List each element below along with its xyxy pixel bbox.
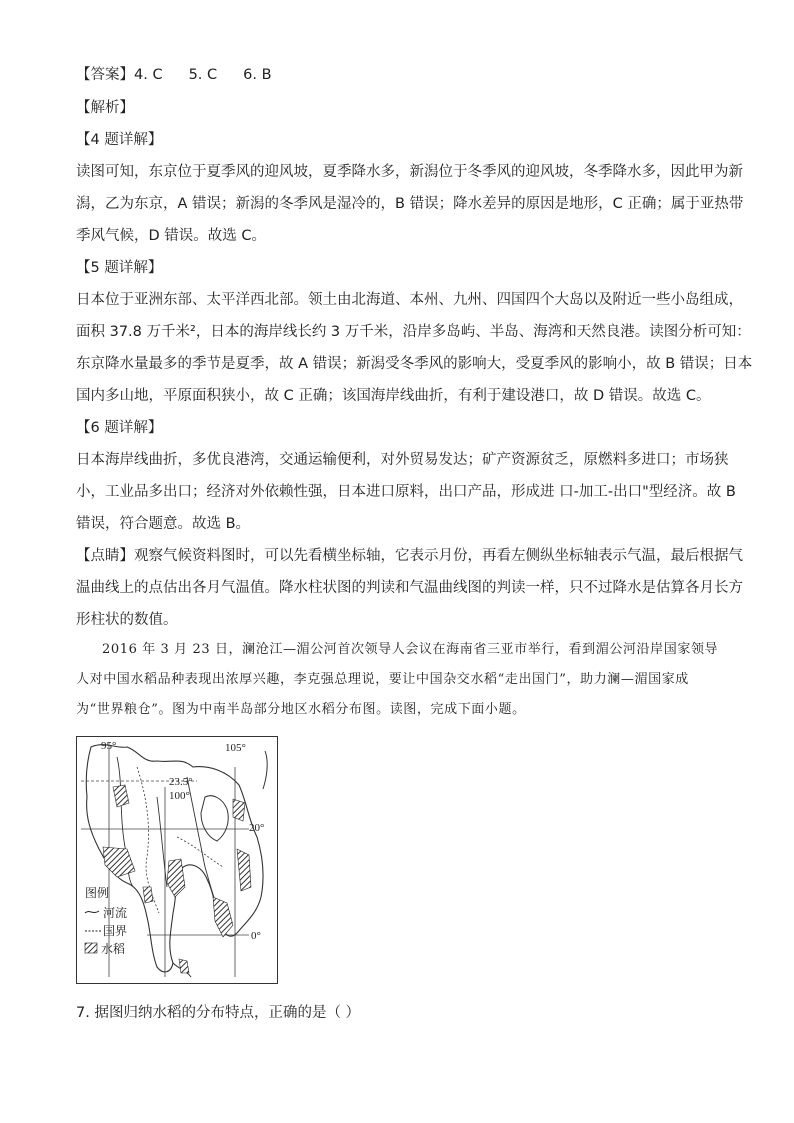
rice-region: [237, 849, 251, 891]
answer-item: 5. C: [188, 67, 218, 83]
map-legend: [85, 885, 127, 956]
rice-region: [113, 785, 129, 807]
lat235-label: 23.5°: [169, 776, 193, 788]
analysis-label: 【解析】: [76, 100, 134, 116]
q4-text-line: 潟，乙为东京，A 错误；新潟的冬季风是湿冷的，B 错误；降水差异的原因是地形，C 正确；属于亚热带: [76, 196, 744, 212]
tip-text-line: 温曲线上的点估出各月气温值。降水柱状图的判读和气温曲线图的判读一样，只不过降水是估算各月长方: [76, 580, 743, 596]
map-figure: [77, 737, 277, 983]
rice-region: [167, 859, 185, 897]
river-symbol-icon: [85, 911, 99, 913]
lon100-label: 100°: [169, 790, 190, 802]
answer-line: [76, 65, 298, 85]
q6-text-line: 小，工业品多出口；经济对外依赖性强，日本进口原料，出口产品，形成进 口-加工-出口"型经济。故 B: [76, 484, 736, 500]
question-7: 7. 据图归纳水稻的分布特点，正确的是（ ）: [76, 1005, 361, 1021]
rice-region: [213, 897, 233, 937]
q4-heading: 【4 题详解】: [76, 132, 163, 148]
coast-fragment: [263, 751, 267, 789]
rice-region: [179, 959, 189, 973]
q6-text-line: 日本海岸线曲折，多优良港湾，交通运输便利，对外贸易发达；矿产资源贫乏，原燃料多进口；市场狭: [76, 452, 729, 468]
rice-region: [103, 847, 135, 877]
rice-region: [143, 887, 153, 903]
passage-text-line: 为“世界粮仓”。图为中南半岛部分地区水稻分布图。读图，完成下面小题。: [76, 702, 526, 717]
lon95-label: 95°: [101, 740, 117, 752]
rice-distribution-map: [76, 736, 278, 984]
rice-symbol-icon: [85, 943, 97, 953]
q5-text-line: 日本位于亚洲东部、太平洋西北部。领土由北海道、本州、九州、四国四个大岛以及附近一些小岛组成，: [76, 292, 743, 308]
q4-text-line: 季风气候，D 错误。故选 C。: [76, 228, 267, 244]
q5-text-line: 面积 37.8 万千米²，日本的海岸线长约 3 万千米，沿岸多岛屿、半岛、海湾和天然良港。读图分析可知：: [76, 324, 751, 340]
q6-heading: 【6 题详解】: [76, 420, 163, 436]
q5-text-line: 东京降水量最多的季节是夏季，故 A 错误；新潟受冬季风的影响大，受夏季风的影响小，故 B 错误；日本: [76, 356, 753, 372]
interior-outline: [201, 796, 228, 841]
passage-text-line: 2016 年 3 月 23 日，澜沧江—湄公河首次领导人会议在海南省三亚市举行，看到湄公河沿岸国家领导: [102, 642, 719, 657]
river-line: [157, 797, 167, 887]
q6-text-line: 错误，符合题意。故选 B。: [76, 516, 251, 532]
answer-item: 6. B: [243, 67, 272, 83]
lon105-label: 105°: [225, 742, 246, 754]
q5-text-line: 国内多山地，平原面积狭小，故 C 正确；该国海岸线曲折，有利于建设港口，故 D 错误。故选 C。: [76, 388, 711, 404]
lat20-label: 20°: [249, 822, 265, 834]
tip-text-line: 【点睛】观察气候资料图时，可以先看横坐标轴，它表示月份，再看左侧纵坐标轴表示气温，最后根据气: [76, 548, 743, 564]
answer-item: 4. C: [134, 67, 163, 83]
passage-text-line: 人对中国水稻品种表现出浓厚兴趣，李克强总理说，要让中国杂交水稻“走出国门”，助力澜—湄国家成: [76, 672, 689, 687]
legend-border: 国界: [103, 924, 128, 938]
lat0-label: 0°: [251, 930, 261, 942]
legend-rice: 水稻: [101, 942, 126, 956]
legend-river: 河流: [103, 906, 128, 920]
q5-heading: 【5 题详解】: [76, 260, 163, 276]
q4-text-line: 读图可知，东京位于夏季风的迎风坡，夏季降水多，新潟位于冬季风的迎风坡，冬季降水多，因此甲为新: [76, 164, 743, 180]
rice-region: [233, 799, 245, 821]
tip-text-line: 形柱状的数值。: [76, 612, 178, 628]
legend-title: 图例: [85, 886, 110, 900]
answer-label: 【答案】: [76, 67, 134, 83]
